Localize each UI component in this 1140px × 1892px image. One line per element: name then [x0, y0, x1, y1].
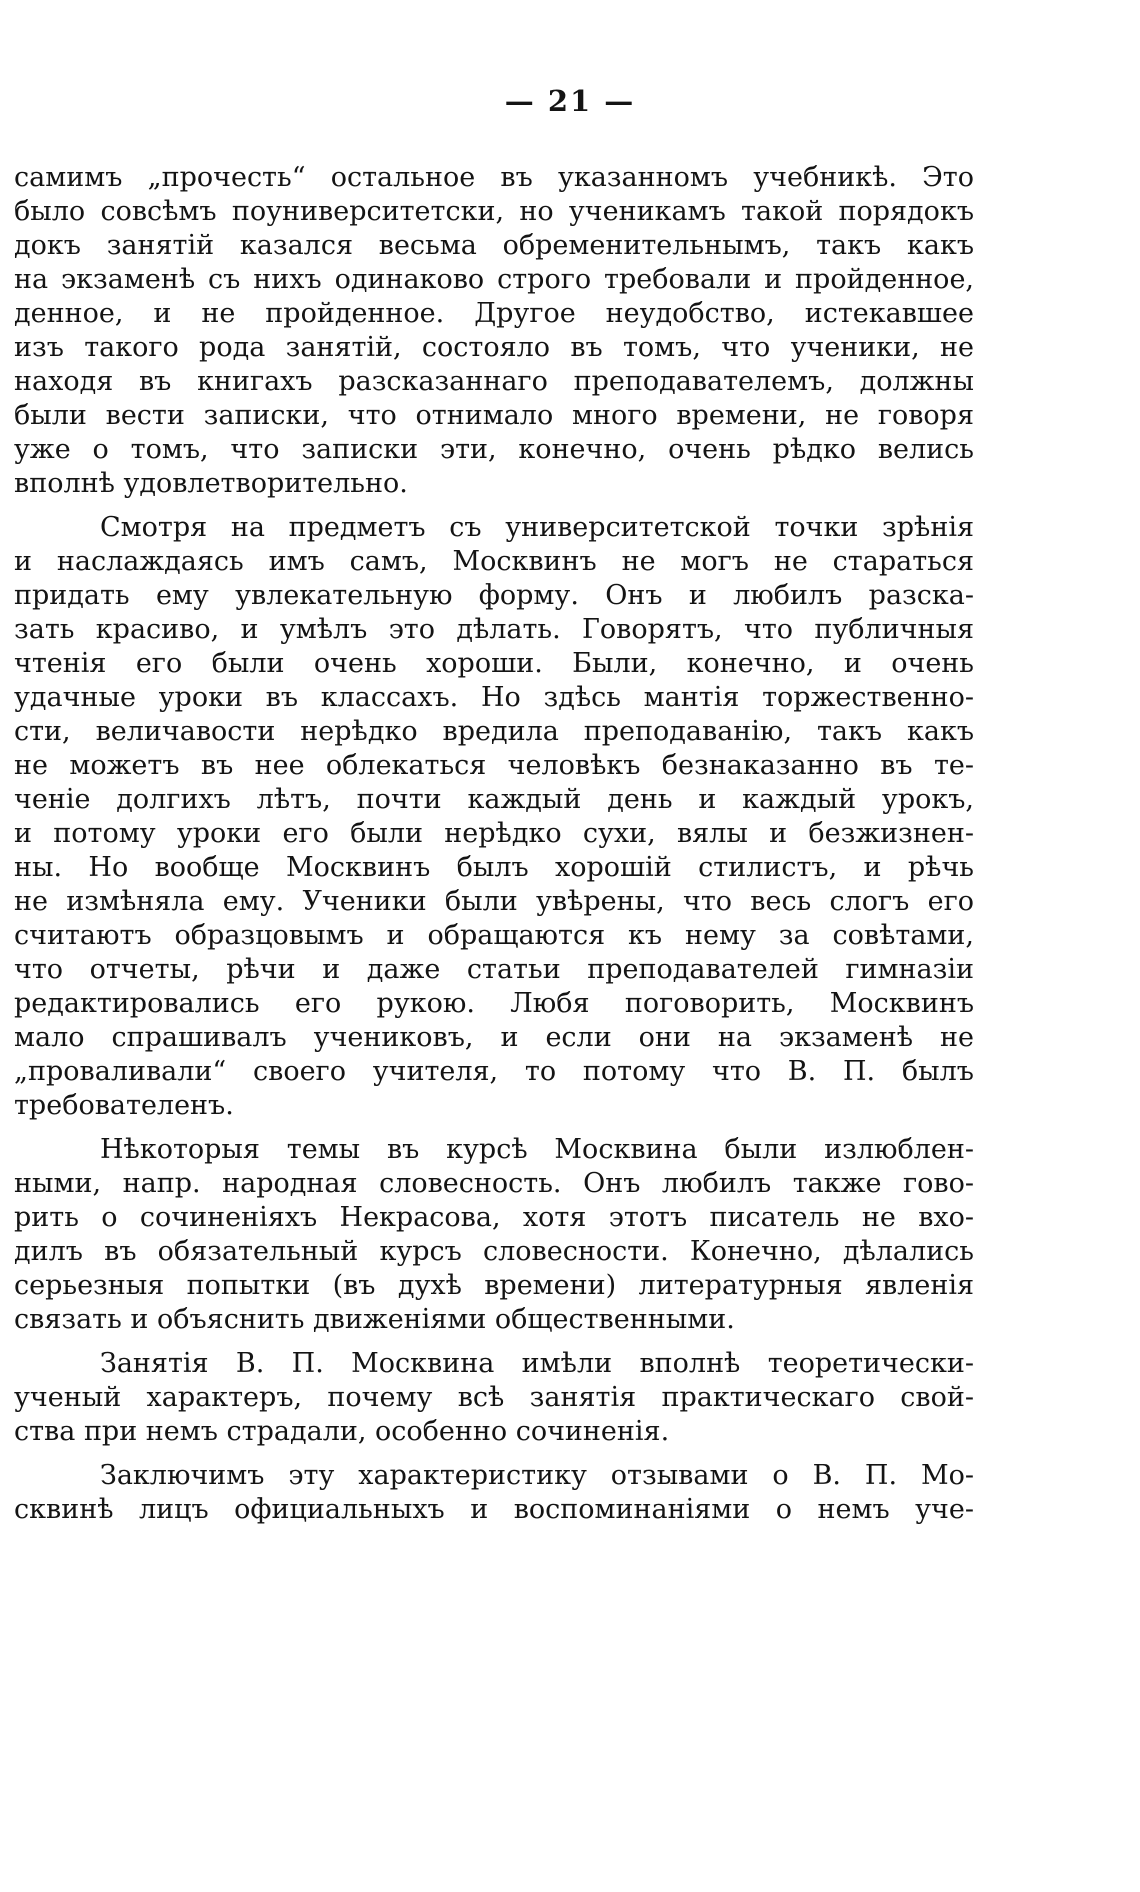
text-line: и наслаждаясь имъ самъ, Москвинъ не могъ не стараться: [14, 546, 974, 577]
text-line: уже о томъ, что записки эти, конечно, очень рѣдко велись: [14, 434, 974, 465]
text-line: придать ему увлекательную форму. Онъ и любилъ разска-: [14, 580, 974, 611]
text-line: ства при немъ страдали, особенно сочиненія.: [14, 1416, 670, 1447]
text-line: не можетъ въ нее облекаться человѣкъ безнаказанно въ те-: [14, 750, 974, 781]
text-line: денное, и не пройденное. Другое неудобство, истекавшее: [14, 298, 974, 329]
text-line: Заключимъ эту характеристику отзывами о В. П. Мо-: [100, 1460, 974, 1491]
text-line: изъ такого рода занятій, состояло въ томъ, что ученики, не: [14, 332, 974, 363]
text-line: Занятія В. П. Москвина имѣли вполнѣ теоретически-: [100, 1348, 974, 1379]
text-line: ными, напр. народная словесность. Онъ любилъ также гово-: [14, 1168, 974, 1199]
text-line: зать красиво, и умѣлъ это дѣлать. Говорятъ, что публичныя: [14, 614, 974, 645]
text-line: не измѣняла ему. Ученики были увѣрены, что весь слогъ его: [14, 886, 974, 917]
text-line: удачные уроки въ классахъ. Но здѣсь мантія торжественно-: [14, 682, 974, 713]
text-line: „проваливали“ своего учителя, то потому что В. П. былъ: [14, 1056, 974, 1087]
text-line: сти, величавости нерѣдко вредила преподаванію, такъ какъ: [14, 716, 974, 747]
text-line: было совсѣмъ поуниверситетски, но ученикамъ такой порядокъ: [14, 196, 974, 227]
text-line: ченіе долгихъ лѣтъ, почти каждый день и каждый урокъ,: [14, 784, 974, 815]
text-line: чтенія его были очень хороши. Были, конечно, и очень: [14, 648, 974, 679]
text-line: были вести записки, что отнимало много времени, не говоря: [14, 400, 974, 431]
text-line: самимъ „прочесть“ остальное въ указанномъ учебникѣ. Это: [14, 162, 974, 193]
text-line: сквинѣ лицъ официальныхъ и воспоминаніями о немъ уче-: [14, 1494, 974, 1525]
text-line: и потому уроки его были нерѣдко сухи, вялы и безжизнен-: [14, 818, 974, 849]
text-line: связать и объяснить движеніями общественными.: [14, 1304, 735, 1335]
text-line: рить о сочиненіяхъ Некрасова, хотя этотъ писатель не вхо-: [14, 1202, 974, 1233]
text-line: требователенъ.: [14, 1090, 234, 1121]
text-line: считаютъ образцовымъ и обращаются къ нему за совѣтами,: [14, 920, 974, 951]
text-line: Смотря на предметъ съ университетской точки зрѣнія: [100, 512, 974, 543]
text-line: докъ занятій казался весьма обременительнымъ, такъ какъ: [14, 230, 974, 261]
text-line: серьезныя попытки (въ духѣ времени) литературныя явленія: [14, 1270, 974, 1301]
page-number: — 21 —: [504, 84, 636, 118]
text-line: дилъ въ обязательный курсъ словесности. Конечно, дѣлались: [14, 1236, 974, 1267]
text-line: ученый характеръ, почему всѣ занятія практическаго свой-: [14, 1382, 974, 1413]
text-line: мало спрашивалъ учениковъ, и если они на экзаменѣ не: [14, 1022, 974, 1053]
text-line: на экзаменѣ съ нихъ одинаково строго требовали и пройденное,: [14, 264, 974, 295]
text-line: вполнѣ удовлетворительно.: [14, 468, 408, 499]
text-line: редактировались его рукою. Любя поговорить, Москвинъ: [14, 988, 974, 1019]
text-line: что отчеты, рѣчи и даже статьи преподавателей гимназіи: [14, 954, 974, 985]
text-line: Нѣкоторыя темы въ курсѣ Москвина были излюблен-: [100, 1134, 974, 1165]
text-line: находя въ книгахъ разсказаннаго преподавателемъ, должны: [14, 366, 974, 397]
text-line: ны. Но вообще Москвинъ былъ хорошій стилистъ, и рѣчь: [14, 852, 974, 883]
